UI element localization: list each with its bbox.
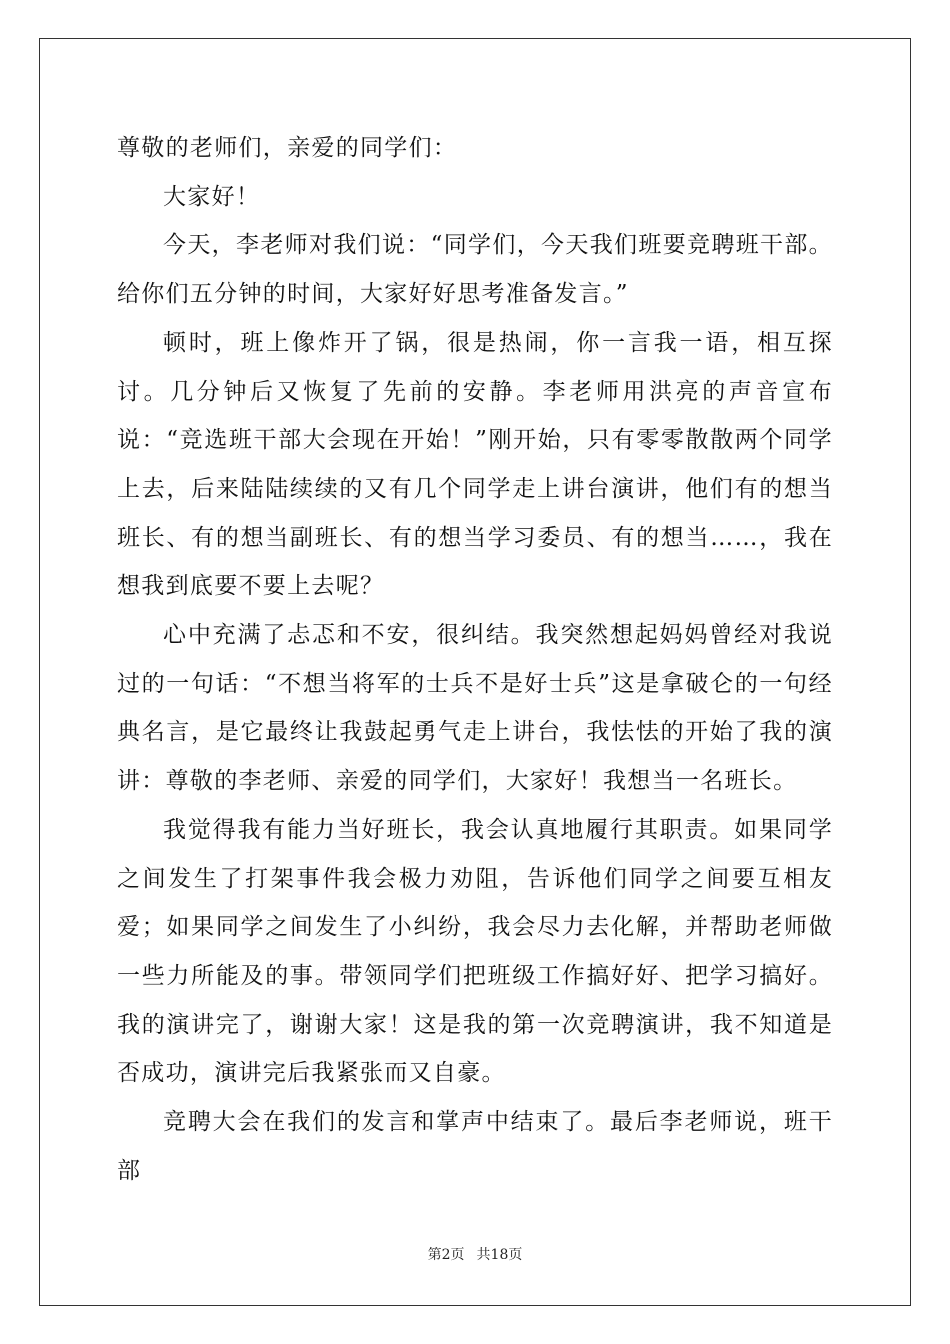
paragraph-courage: 心中充满了忐忑和不安，很纠结。我突然想起妈妈曾经对我说过的一句话：“不想当将军的士兵不是好士兵”这是拿破仑的一句经典名言，是它最终让我鼓起勇气走上讲台，我怯怯的开始了我的演讲：尊敬的李老师、亲爱的同学们，大家好！我想当一名班长。 xyxy=(117,622,833,795)
paragraph-salutation: 尊敬的老师们，亲爱的同学们： xyxy=(117,135,458,161)
paragraph-speech: 我觉得我有能力当好班长，我会认真地履行其职责。如果同学之间发生了打架事件我会极力劝阻，告诉他们同学之间要互相友爱；如果同学之间发生了小纠纷，我会尽力去化解，并帮助老师做一些力所能及的事。带领同学们把班级工作搞好好、把学习搞好。我的演讲完了，谢谢大家！这是我的第一次竞聘演讲，我不知道是否成功，演讲完后我紧张而又自豪。 xyxy=(117,816,833,1087)
paragraph-teacher-announcement: 今天，李老师对我们说：“同学们，今天我们班要竞聘班干部。给你们五分钟的时间，大家好好思考准备发言。” xyxy=(117,232,833,308)
paragraph-conclusion: 竞聘大会在我们的发言和掌声中结束了。最后李老师说，班干部 xyxy=(117,1109,833,1184)
paragraph-class-discussion: 顿时，班上像炸开了锅，很是热闹，你一言我一语，相互探讨。几分钟后又恢复了先前的安静。李老师用洪亮的声音宣布说：“竞选班干部大会现在开始！”刚开始，只有零零散散两个同学上去，后来陆陆续续的又有几个同学走上讲台演讲，他们有的想当班长、有的想当副班长、有的想当学习委员、有的想当……，我在想我到底要不要上去呢？ xyxy=(117,329,833,600)
paragraph-greeting: 大家好！ xyxy=(163,183,261,210)
page-footer xyxy=(0,1246,950,1264)
document-body xyxy=(117,124,833,1195)
page-number: 第2页 xyxy=(427,1247,465,1263)
page-total: 共18页 xyxy=(476,1247,523,1263)
